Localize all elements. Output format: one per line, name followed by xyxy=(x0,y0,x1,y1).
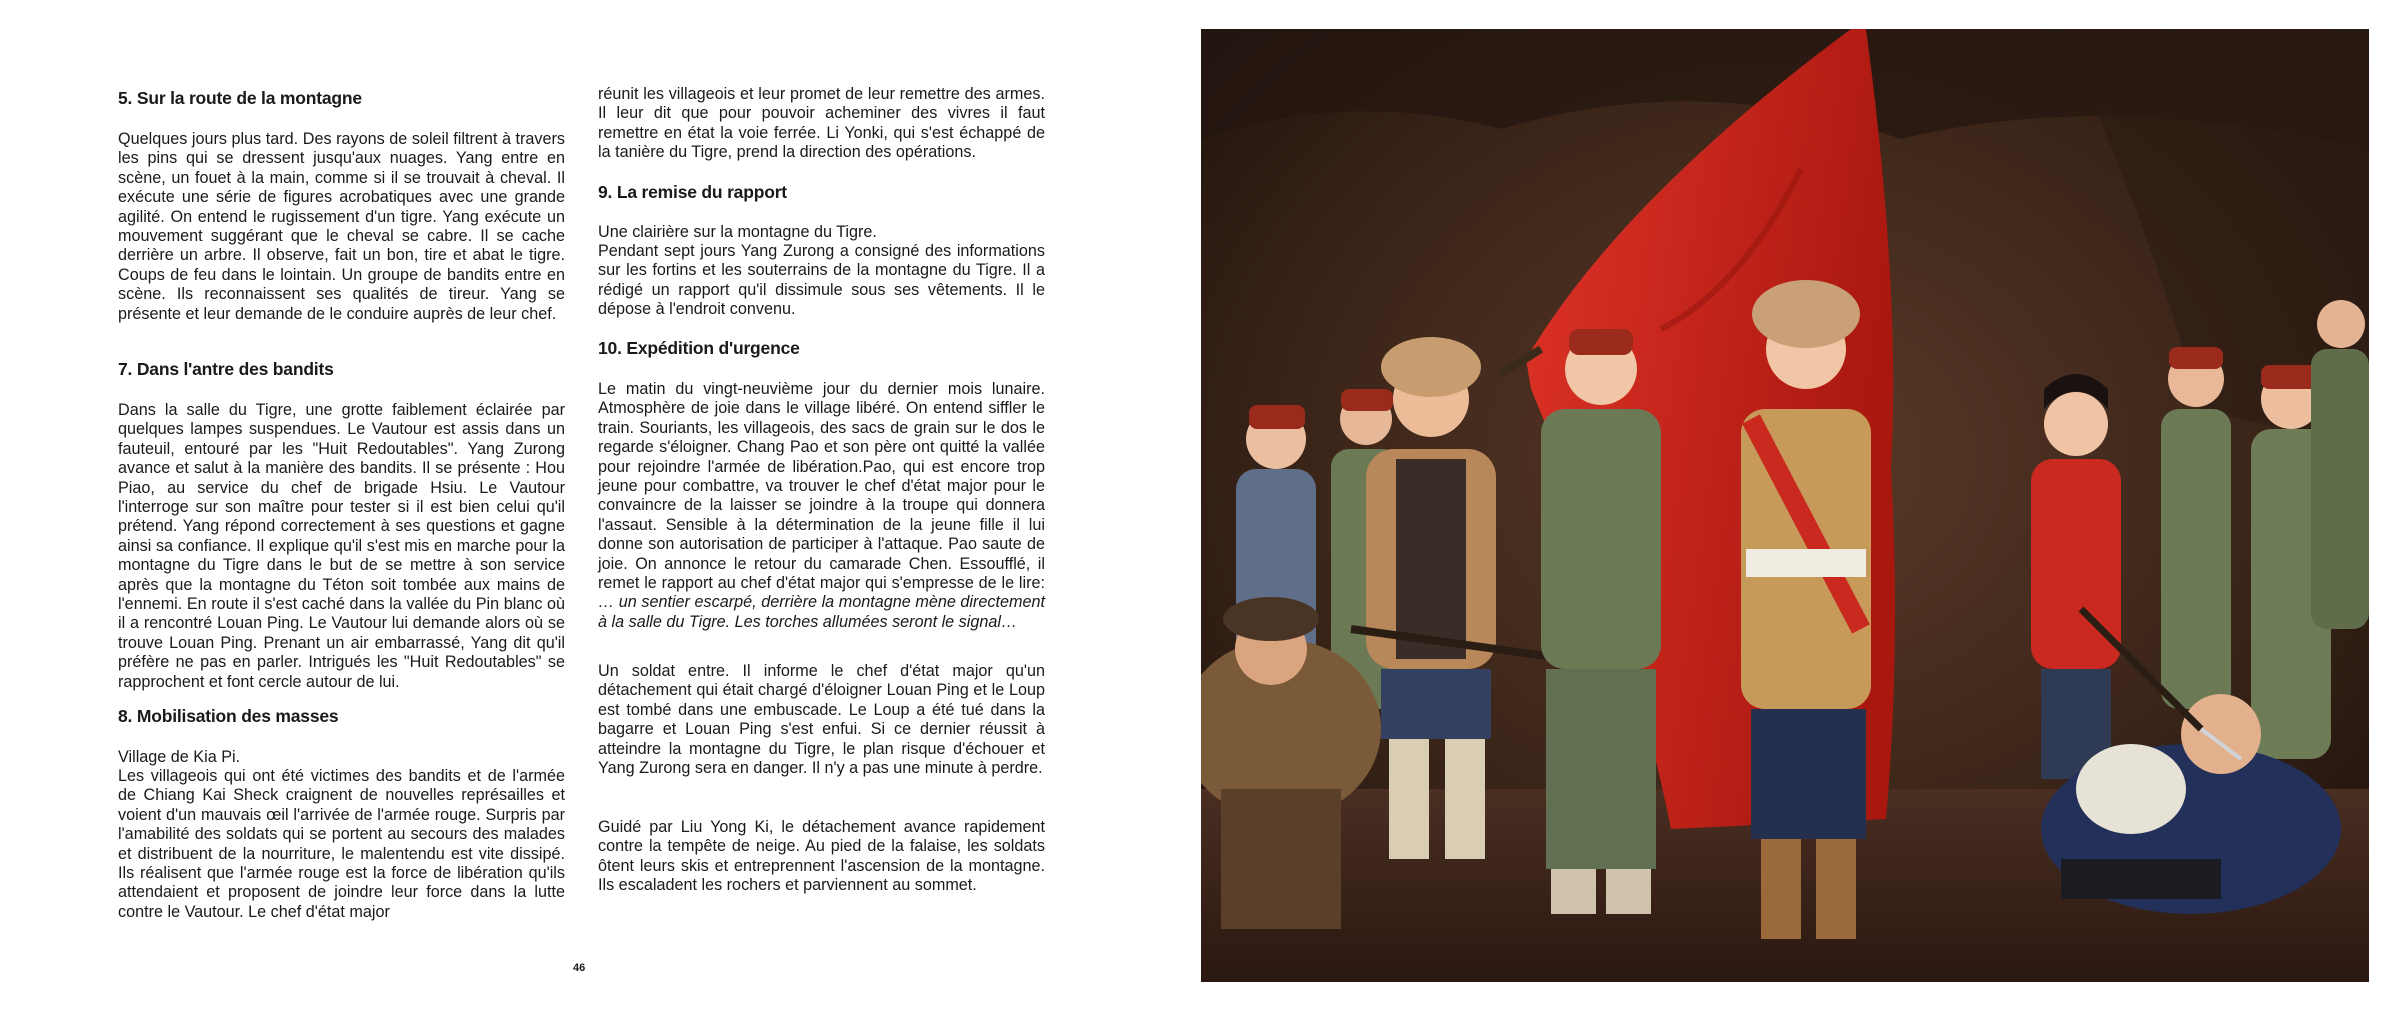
section-8-place: Village de Kia Pi. xyxy=(118,748,241,766)
section-10-body-3: Guidé par Liu Yong Ki, le détachement avance rapidement contre la tempête de neige. Au pied de la falaise, les soldats ôtent leurs skis et entreprennent l'ascension de la montagne. Ils escaladent les rochers et parviennent au sommet. xyxy=(598,818,1045,895)
section-10-title: 10. Expédition d'urgence xyxy=(598,338,800,358)
section-10-body-2: Un soldat entre. Il informe le chef d'état major qu'un détachement qui était chargé d'éloigner Louan Ping et le Loup est tombé dans une embuscade. Le Loup a été tué dans la bagarre et Louan Ping s'est enfui. Si ce dernier réussit à atteindre la montagne du Tigre, le plan risque d'échouer et Yang Zurong sera en danger. Il n'y a pas une minute à perdre. xyxy=(598,662,1045,778)
section-9-title: 9. La remise du rapport xyxy=(598,182,787,202)
section-5-body: Quelques jours plus tard. Des rayons de soleil filtrent à travers les pins qui se dressent jusqu'aux nuages. Yang entre en scène, un fouet à la main, comme si il se trouvait à cheval. Il exécute une série de figures acrobatiques avec une grande agilité. On entend le rugissement d'un tigre. Yang exécute un mouvement suggérant que le cheval se cabre. Il se cache derrière un arbre. Il observe, fait un bon, tire et abat le tigre. Coups de feu dans le lointain. Un groupe de bandits entre en scène. Ils reconnaissent ses qualités de tireur. Yang se présente et leur demande de le conduire auprès de leur chef. xyxy=(118,130,565,323)
section-8-title: 8. Mobilisation des masses xyxy=(118,706,339,726)
section-8-body: Les villageois qui ont été victimes des bandits et de l'armée de Chiang Kai Sheck craignent de nouvelles représailles et voient d'un mauvais œil l'arrivée de l'armée rouge. Surpris par l'amabilité des soldats qui se portent au secours des malades et distribuent de la nourriture, le malentendu est vite dissipé. Ils réalisent que l'armée rouge est la force de libération qu'ils attendaient et proposent de joindre leur force dans la lutte contre le Vautour. Le chef d'état major xyxy=(118,767,565,921)
page-number: 46 xyxy=(573,962,586,974)
section-7-title: 7. Dans l'antre des bandits xyxy=(118,359,334,379)
section-9-body: Pendant sept jours Yang Zurong a consigné des informations sur les fortins et les souterrains de la montagne du Tigre. Il a rédigé un rapport qu'il dissimule sous ses vêtements. Il le dépose à l'endroit convenu. xyxy=(598,242,1045,319)
section-9-place: Une clairière sur la montagne du Tigre. xyxy=(598,223,877,241)
stage-photo xyxy=(1201,29,2369,982)
continuation-text: réunit les villageois et leur promet de leur remettre des armes. Il leur dit que pour pouvoir acheminer des vivres il faut remettre en état la voie ferrée. Li Yonki, qui s'est échappé de la tanière du Tigre, prend la direction des opérations. xyxy=(598,85,1045,162)
section-10-body-1 xyxy=(598,380,1045,632)
section-5-title: 5. Sur la route de la montagne xyxy=(118,88,362,108)
report-quote: … un sentier escarpé, derrière la montagne mène directement à la salle du Tigre. Les torches allumées seront le signal… xyxy=(598,593,1045,631)
section-7-body: Dans la salle du Tigre, une grotte faiblement éclairée par quelques lampes suspendues. Le Vautour est assis dans un fauteuil, entouré par les "Huit Redoutables". Yang Zurong avance et salut à la manière des bandits. Il se présente : Hou Piao, au service du chef de brigade Hsiu. Le Vautour l'interroge sur son maître pour tester si il est bien celui qu'il prétend. Yang répond correctement à ses questions et gagne ainsi sa confiance. Il explique qu'il s'est mis en marche pour la montagne du Tigre dans le but de se mettre à son service après que la montagne du Téton soit tombée aux mains de l'ennemi. En route il s'est caché dans la vallée du Pin blanc où il a rencontré Louan Ping. Le Vautour lui demande alors où se trouve Louan Ping. Prenant un air embarrassé, Yang dit qu'il préfère ne pas en parler. Intrigués les "Huit Redoutables" se rapprochent et font cercle autour de lui. xyxy=(118,401,565,691)
green-uniform-soldier xyxy=(1541,329,1661,914)
section-10-body-1-text: Le matin du vingt-neuvième jour du dernier mois lunaire. Atmosphère de joie dans le village libéré. On entend siffler le train. Souriants, les villageois, des sacs de grain sur le dos le regarde s'éloigner. Chang Pao et son père ont quitté la vallée pour rejoindre l'armée de libération.Pao, qui est encore trop jeune pour combattre, va trouver le chef d'état major pour le convaincre de la laisser se joindre à la troupe qui donnera l'assaut. Sensible à la détermination de la jeune fille il lui donne son autorisation de participer à l'attaque. Pao saute de joie. On annonce le retour du camarade Chen. Essoufflé, il remet le rapport au chef d'état major qui s'empresse de le lire: xyxy=(598,380,1045,593)
stage-scene-illustration xyxy=(1201,29,2369,982)
